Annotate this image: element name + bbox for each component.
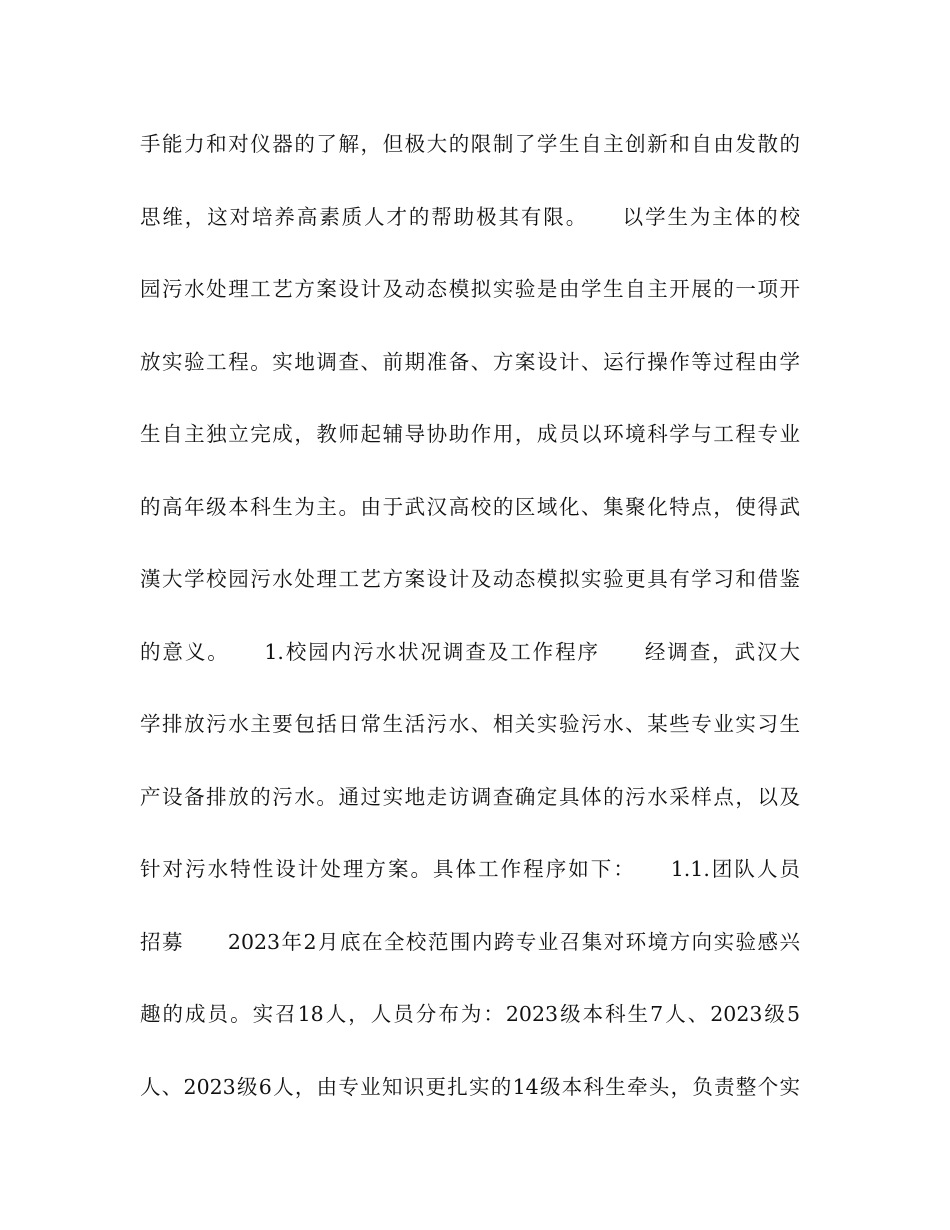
- text-line-12: 招募 2023年2月底在全校范围内跨专业召集对环境方向实验感兴: [140, 930, 800, 954]
- text-line-6: 的高年级本科生为主。由于武汉高校的区域化、集聚化特点，使得武: [140, 495, 800, 519]
- text-line-4: 放实验工程。实地调查、前期准备、方案设计、运行操作等过程由学: [140, 350, 800, 374]
- text-line-11: 针对污水特性设计处理方案。具体工作程序如下： 1.1.团队人员: [140, 857, 800, 881]
- text-line-2: 思维，这对培养高素质人才的帮助极其有限。 以学生为主体的校: [140, 205, 800, 229]
- text-line-9: 学排放污水主要包括日常生活污水、相关实验污水、某些专业实习生: [140, 712, 800, 736]
- text-line-13: 趣的成员。实召18人，人员分布为：2023级本科生7人、2023级5: [140, 1002, 800, 1026]
- text-line-10: 产设备排放的污水。通过实地走访调查确定具体的污水采样点，以及: [140, 785, 800, 809]
- text-line-8: 的意义。 1.校园内污水状况调查及工作程序 经调查，武汉大: [140, 640, 800, 664]
- text-line-14: 人、2023级6人，由专业知识更扎实的14级本科生牵头，负责整个实: [140, 1075, 800, 1099]
- text-line-3: 园污水处理工艺方案设计及动态模拟实验是由学生自主开展的一项开: [140, 277, 800, 301]
- text-line-1: 手能力和对仪器的了解，但极大的限制了学生自主创新和自由发散的: [140, 132, 800, 156]
- text-line-5: 生自主独立完成，教师起辅导协助作用，成员以环境科学与工程专业: [140, 422, 800, 446]
- text-line-7: 漢大学校园污水处理工艺方案设计及动态模拟实验更具有学习和借鉴: [140, 567, 800, 591]
